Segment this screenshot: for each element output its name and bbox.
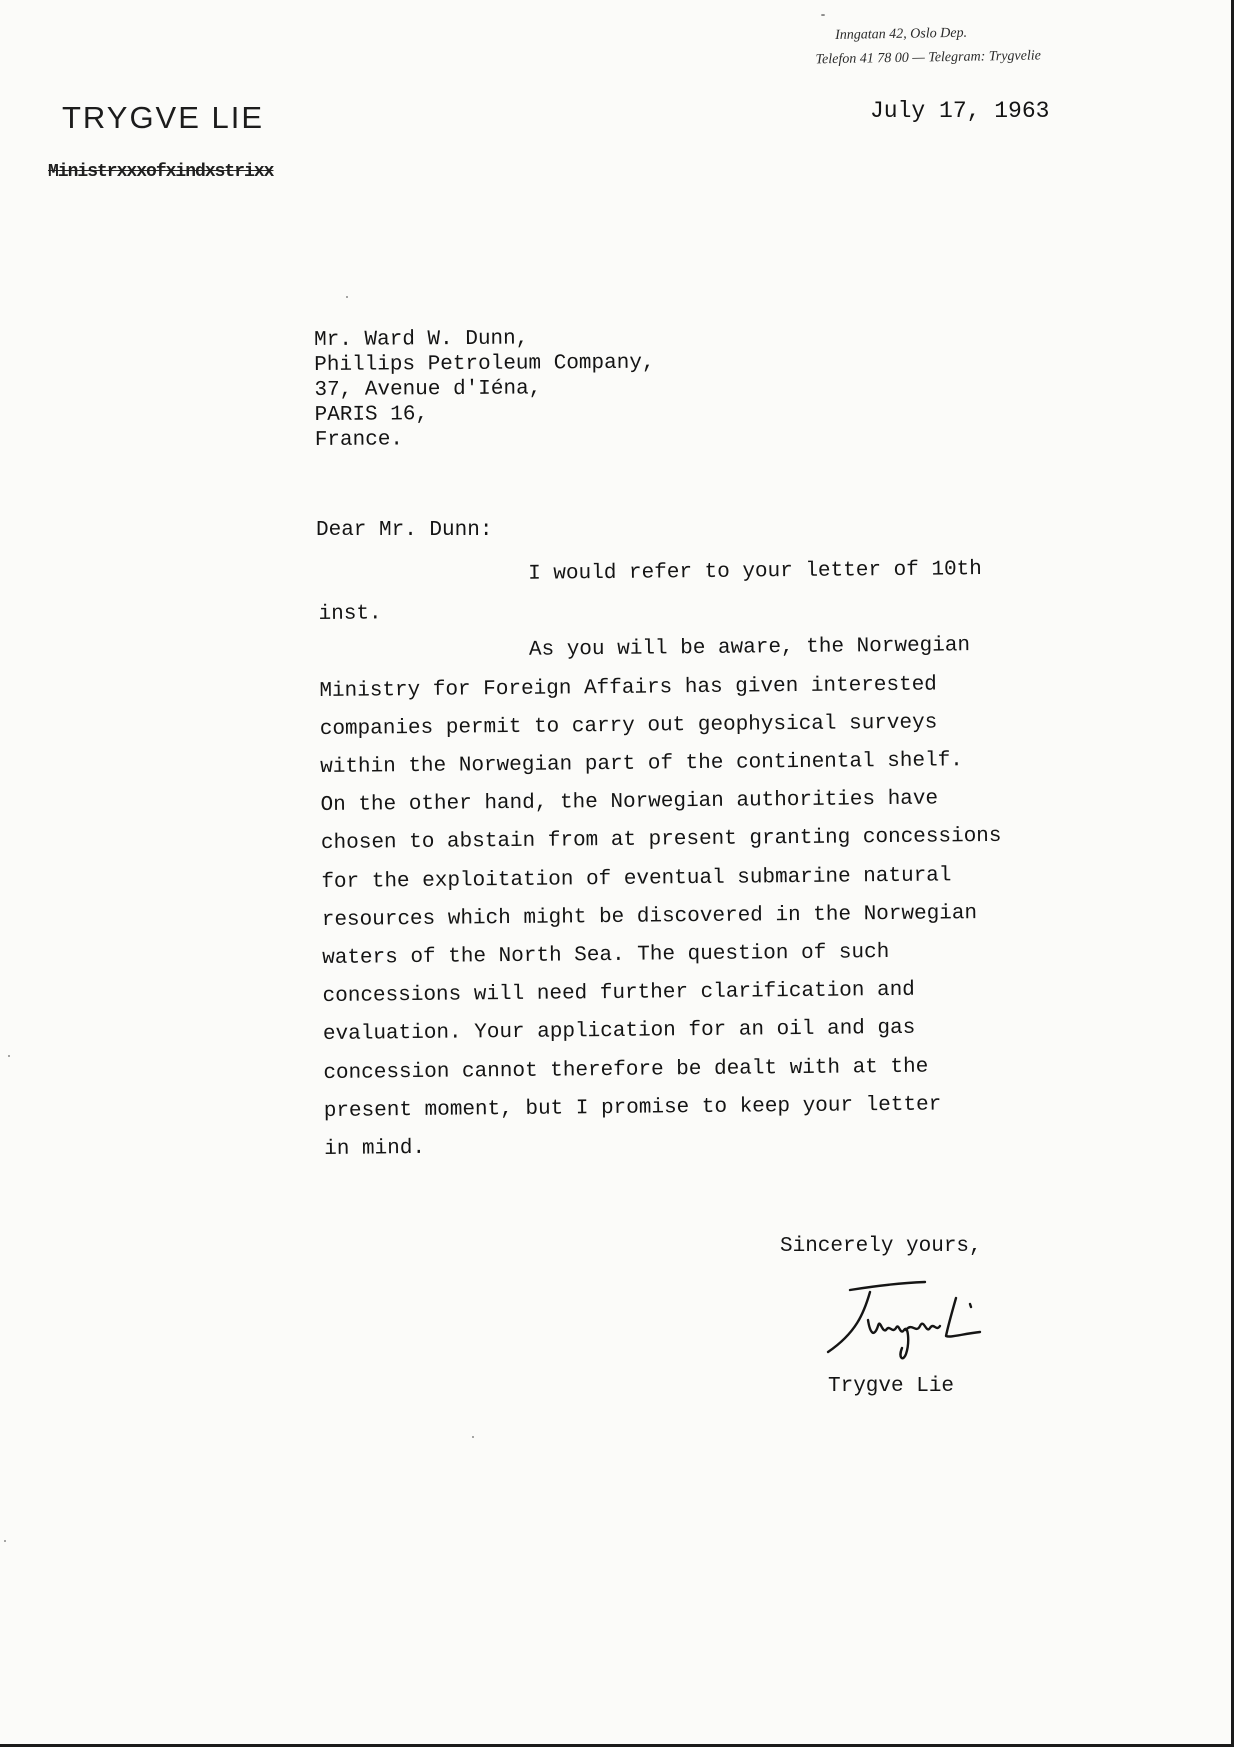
body-line: within the Norwegian part of the continental shelf. [320, 749, 963, 780]
body-line: I would refer to your letter of 10th [528, 558, 982, 586]
body-line: evaluation. Your application for an oil and gas [322, 1017, 916, 1047]
body-line: chosen to abstain from at present granting concessions [320, 825, 1002, 856]
signer-name: Trygve Lie [828, 1375, 955, 1398]
letter-date: July 17, 1963 [870, 98, 1050, 124]
recipient-address [314, 326, 655, 453]
body-line: inst. [318, 602, 382, 627]
recipient-line: PARIS 16, [314, 403, 429, 427]
handwritten-signature [820, 1278, 1000, 1363]
struck-out-line: Ministrxxxofxindxstrixx [48, 162, 274, 182]
paper-speck [472, 1436, 474, 1438]
body-line: concession cannot therefore be dealt with at the [323, 1055, 929, 1085]
body-line: concessions will need further clarification and [322, 979, 915, 1009]
letterhead-address [815, 20, 1042, 72]
salutation: Dear Mr. Dunn: [316, 519, 493, 542]
recipient-line: Mr. Ward W. Dunn, [314, 327, 529, 352]
letterhead-phone-line: Telefon 41 78 00 — Telegram: Trygvelie [815, 48, 1042, 68]
recipient-line: Phillips Petroleum Company, [314, 351, 655, 377]
recipient-line: 37, Avenue d'Iéna, [314, 377, 542, 402]
body-line: companies permit to carry out geophysical surveys [319, 711, 938, 741]
body-line: in mind. [324, 1136, 426, 1162]
body-line: resources which might be discovered in the Norwegian [321, 901, 978, 932]
body-line: waters of the North Sea. The question of such [322, 941, 890, 971]
paper-speck [346, 296, 348, 298]
body-line: for the exploitation of eventual submarine natural [321, 864, 952, 894]
recipient-line: France. [314, 428, 404, 452]
body-line: Ministry for Foreign Affairs has given interested [319, 673, 937, 703]
paper-speck [4, 1540, 6, 1542]
letter-body [318, 551, 1005, 1169]
closing: Sincerely yours, [780, 1235, 982, 1258]
paper-speck [8, 1055, 10, 1057]
body-line: As you will be aware, the Norwegian [528, 634, 971, 663]
letterhead-name: TRYGVE LIE [62, 100, 265, 135]
body-line: On the other hand, the Norwegian authorities have [320, 787, 939, 818]
paper-speck [821, 14, 825, 16]
letterhead-address-line: Inngatan 42, Oslo Dep. [835, 25, 968, 43]
body-line: present moment, but I promise to keep your letter [323, 1093, 942, 1123]
